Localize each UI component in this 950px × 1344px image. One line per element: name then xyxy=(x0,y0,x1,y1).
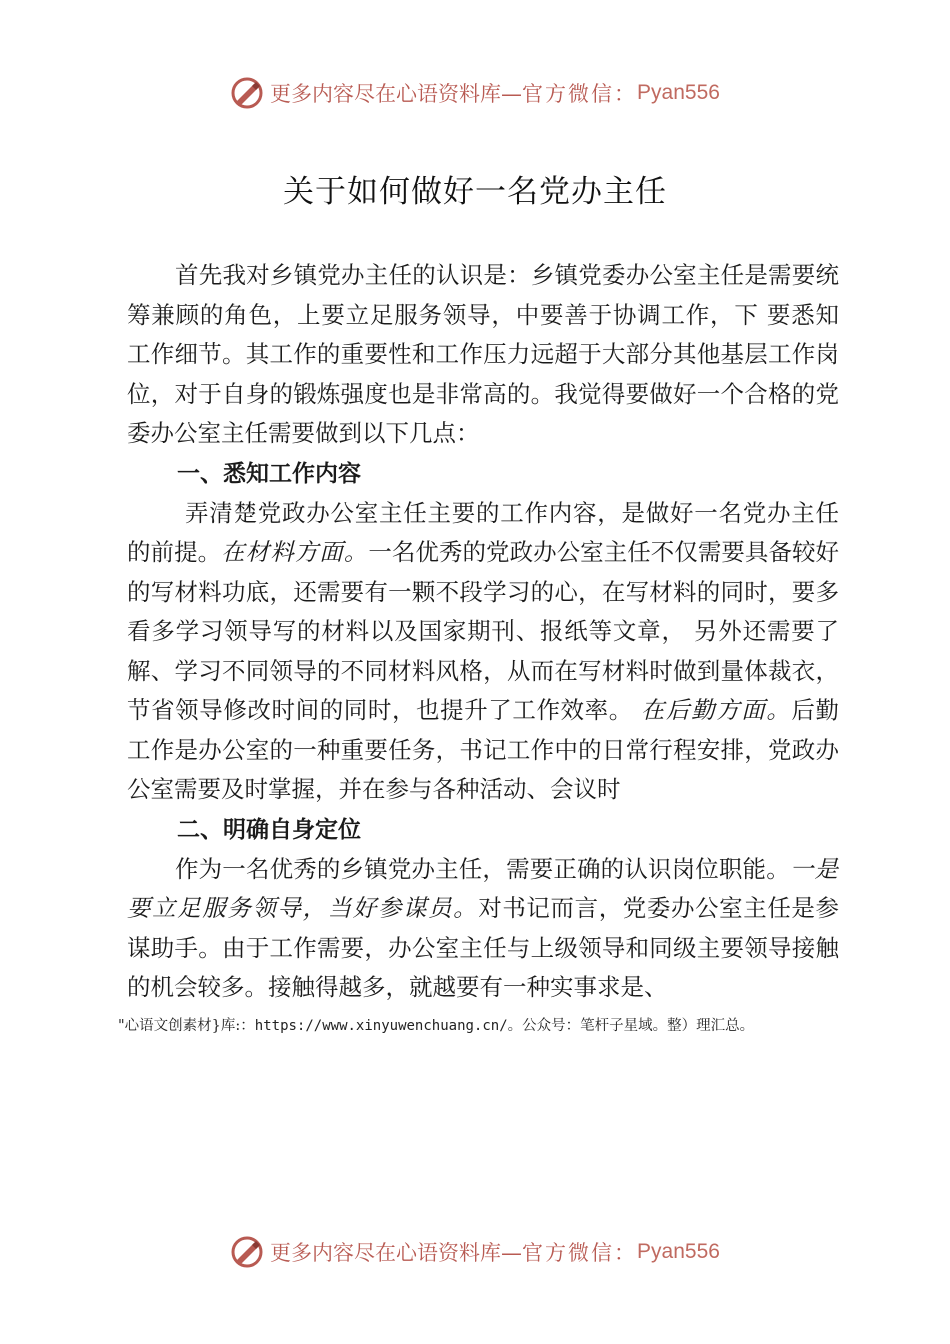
source-url-link[interactable]: https://www.xinyuwenchuang.cn/ xyxy=(254,1018,508,1034)
section1-text-3: 后勤工作是办公室的一种重要任务，书记工作中的日常行程安排，党政办公室需要及时掌握，并在参与各种活动、会议时 xyxy=(127,696,840,803)
banner-text: 更多内容尽在心语资料库— xyxy=(270,1241,523,1265)
intro-paragraph: 首先我对乡镇党办主任的认识是：乡镇党委办公室主任是需要统筹兼顾的角色，上要立足服务领导，中要善于协调工作，下 要悉知工作细节。其工作的重要性和工作压力远超于大部分其他基层工作岗位，对于自身的锻炼强度也是非常高的。我觉得要做好一个合格的党委办公室主任需要做到以下几点： xyxy=(127,261,839,447)
top-banner xyxy=(0,73,950,113)
document-body xyxy=(127,256,839,1008)
section1-text-2: 一名优秀的党政办公室主任不仅需要具备较好的写材料功底，还需要有一颗不段学习的心，在写材料的同时，要多看多学习领导写的材料以及国家期刊、报纸等文章， 另外还需要了解、学习不同领导的不同材料风格，从而在写材料时做到量体裁衣，节省领导修改时间的同时，也提升了工作效率。 xyxy=(127,538,840,724)
section-heading-1: 一、悉知工作内容 xyxy=(177,460,361,487)
source-note xyxy=(118,1014,848,1035)
banner-wechat-label: 官方微信： xyxy=(522,82,638,106)
source-note-prefix: "心语文创素材}库:： xyxy=(118,1018,255,1034)
section2-text-2: 对书记而言，党委办公室主任是参谋助手。由于工作需要，办公室主任与上级领导和同级主要领导接触的机会较多。接触得越多，就越要有一种实事求是、 xyxy=(127,894,839,1001)
banner-wechat-id: Pyan556 xyxy=(637,81,720,104)
source-note-suffix: 。公众号：笔杆子星域。整）理汇总。 xyxy=(507,1018,755,1034)
section1-paragraph xyxy=(127,494,839,810)
document-title: 关于如何做好一名党办主任 xyxy=(283,174,667,210)
section2-text-1: 作为一名优秀的乡镇党办主任，需要正确的认识岗位职能。 xyxy=(175,854,790,883)
banner-wechat-label: 官方微信： xyxy=(522,1241,638,1265)
banner-wechat-id: Pyan556 xyxy=(637,1240,720,1263)
section1-text-1: 弄清楚党政办公室主任主要的工作内容，是做好一名党办主任的前提。 xyxy=(127,498,839,566)
pen-circle-logo-icon xyxy=(230,1235,264,1269)
section2-paragraph xyxy=(127,850,839,1008)
section2-emphasis-1: 一是要立足服务领导，当好参谋员。 xyxy=(127,854,840,922)
banner-text: 更多内容尽在心语资料库— xyxy=(270,82,523,106)
section1-emphasis-1: 在材料方面。 xyxy=(221,538,369,566)
pen-circle-logo-icon xyxy=(230,76,264,110)
section1-emphasis-2: 在后勤方面。 xyxy=(640,696,792,724)
section-heading-2: 二、明确自身定位 xyxy=(177,816,361,843)
bottom-banner xyxy=(0,1232,950,1272)
